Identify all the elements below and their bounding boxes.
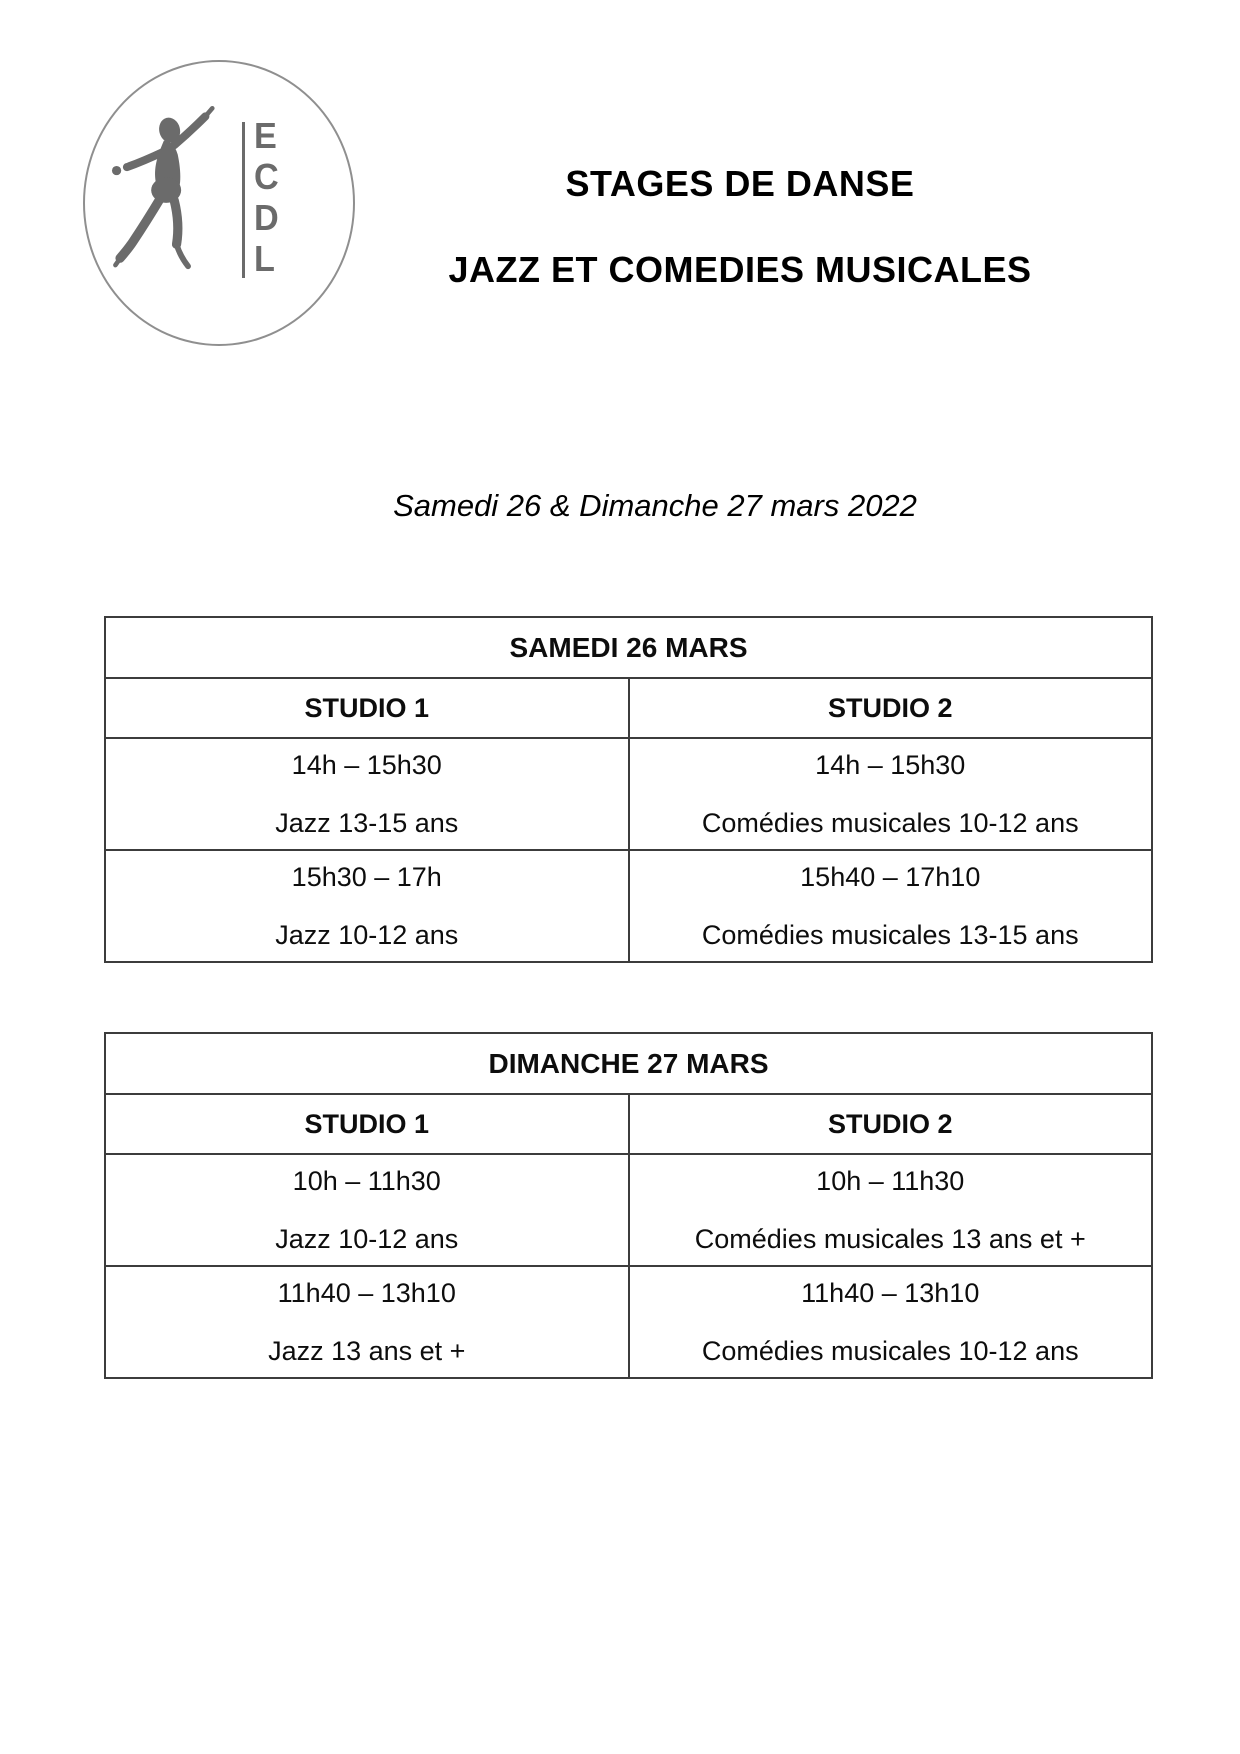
studio2-column-header: STUDIO 2 bbox=[629, 678, 1153, 738]
page-subtitle: JAZZ ET COMEDIES MUSICALES bbox=[448, 249, 1032, 290]
studio1-column-header: STUDIO 1 bbox=[105, 1094, 629, 1154]
slot-time: 14h – 15h30 bbox=[815, 749, 966, 780]
schedule-cell bbox=[629, 1154, 1153, 1266]
slot-time: 10h – 11h30 bbox=[292, 1165, 441, 1196]
slot-activity: Comédies musicales 10-12 ans bbox=[701, 807, 1079, 838]
table-row bbox=[105, 1154, 1152, 1266]
studio2-column-header: STUDIO 2 bbox=[629, 1094, 1153, 1154]
logo-letter: C bbox=[254, 156, 279, 197]
table-row bbox=[105, 850, 1152, 962]
schedule-cell bbox=[629, 850, 1153, 962]
slot-time: 11h40 – 13h10 bbox=[801, 1277, 980, 1308]
schedule-cell bbox=[105, 1266, 629, 1378]
page-title: STAGES DE DANSE bbox=[565, 163, 915, 204]
studio1-column-header: STUDIO 1 bbox=[105, 678, 629, 738]
slot-activity: Jazz 10-12 ans bbox=[275, 919, 459, 950]
slot-activity: Jazz 10-12 ans bbox=[275, 1223, 459, 1254]
slot-time: 10h – 11h30 bbox=[816, 1165, 965, 1196]
schedule-cell bbox=[105, 1154, 629, 1266]
day-header-cell: DIMANCHE 27 MARS bbox=[105, 1033, 1152, 1094]
table-row bbox=[105, 678, 1152, 738]
logo-letter: L bbox=[254, 238, 275, 279]
day-header-cell: SAMEDI 26 MARS bbox=[105, 617, 1152, 678]
slot-activity: Comédies musicales 13 ans et + bbox=[694, 1223, 1086, 1254]
slot-time: 15h40 – 17h10 bbox=[800, 861, 981, 892]
ecdl-logo bbox=[83, 60, 355, 346]
table-row bbox=[105, 617, 1152, 678]
slot-time: 11h40 – 13h10 bbox=[277, 1277, 456, 1308]
slot-activity: Jazz 13 ans et + bbox=[268, 1335, 466, 1366]
slot-activity: Comédies musicales 10-12 ans bbox=[701, 1335, 1079, 1366]
schedule-cell bbox=[105, 738, 629, 850]
sunday-schedule-table bbox=[104, 1032, 1153, 1379]
logo-letters bbox=[254, 115, 279, 279]
slot-activity: Comédies musicales 13-15 ans bbox=[701, 919, 1079, 950]
table-row bbox=[105, 1266, 1152, 1378]
schedule-cell bbox=[629, 1266, 1153, 1378]
table-row bbox=[105, 1094, 1152, 1154]
logo-divider-line bbox=[242, 122, 245, 278]
slot-time: 15h30 – 17h bbox=[291, 861, 442, 892]
logo-letter: D bbox=[254, 197, 279, 238]
table-row bbox=[105, 1033, 1152, 1094]
date-heading: Samedi 26 & Dimanche 27 mars 2022 bbox=[393, 488, 917, 523]
logo-letter: E bbox=[254, 115, 277, 156]
table-row bbox=[105, 738, 1152, 850]
slot-time: 14h – 15h30 bbox=[291, 749, 442, 780]
saturday-schedule-table bbox=[104, 616, 1153, 963]
schedule-cell bbox=[629, 738, 1153, 850]
slot-activity: Jazz 13-15 ans bbox=[275, 807, 459, 838]
schedule-cell bbox=[105, 850, 629, 962]
dancer-icon bbox=[105, 106, 255, 302]
